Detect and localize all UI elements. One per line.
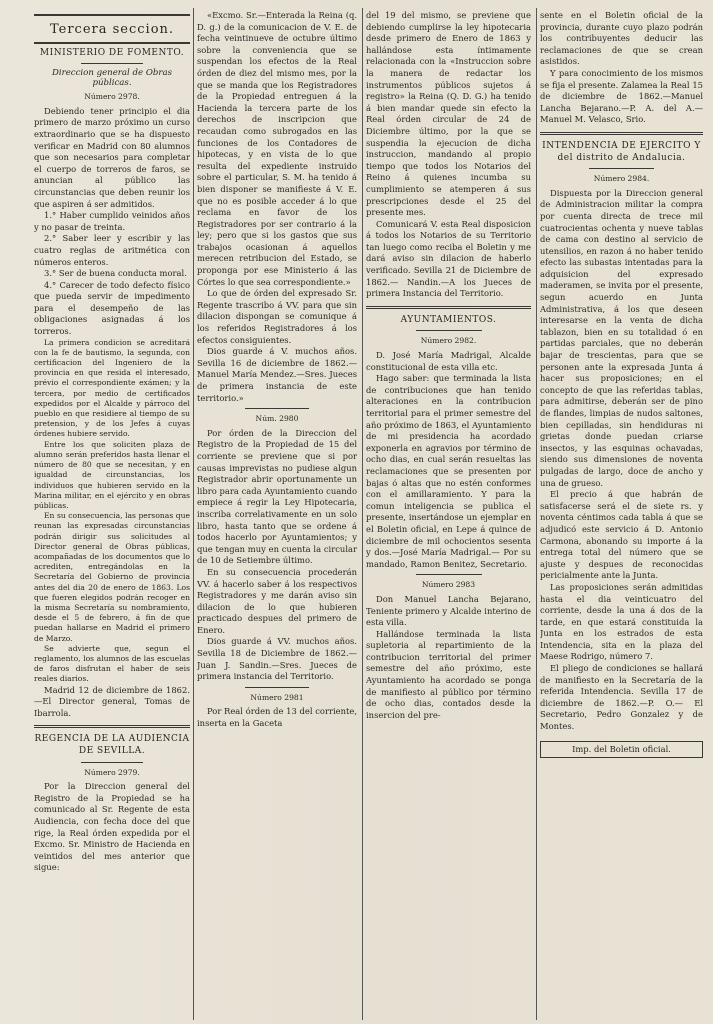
paragraph: D. José María Madrigal, Alcalde constitucional de esta villa etc.: [366, 350, 531, 372]
rule: [81, 63, 143, 64]
rule: [245, 687, 309, 688]
signature: Dios guarde á V. muchos años. Sevilla 16 de diciembre de 1862.—Manuel María Mendez.—Sres. Jueces de primera instancia de este territorio.»: [197, 346, 357, 403]
requirement: 3.° Ser de buena conducta moral.: [44, 268, 187, 279]
paragraph: Hallándose terminada la lista supletoria al repartimiento de la contribucion territorial del primer semestre del año próximo, este Ayuntamiento ha acordado se ponga de manifiesto al público por término de ocho dias, contados desde la insercion del pre-: [366, 628, 531, 720]
rule: [34, 725, 190, 728]
paragraph: Dispuesta por la Direccion general de Administracion militar la compra por cuenta directa de trece mil cuatrocientas ochenta y nueve tablas de cama con destino al servicio de utensilios, en razon á no haber tenido efecto las subastas intentadas para la adquisicion del expresado maderamen, se invita por el presente, segun acuerdo en Junta Administrativa, á los que deseen interesarse en la venta de dicha tablazon, bien en su totalidad ó en partidas parciales, que no deberán bajar de trescientas, para que se personen ante la expresada Junta á hacer sus proposiciones; en el concepto de que las referidas tablas, para admitirse, deberán ser de pino de flandes, limpias de nudos saltones, bien cepilladas, sin hendiduras ni grietas donde puedan criarse insectos, y las esquinas ochavadas, siendo sus dimensiones de noventa pulgadas de largo, doce de ancho y una de grueso.: [540, 187, 703, 488]
paragraph: Por órden de la Direccion del Registro de la Propiedad de 15 del corriente se previene que si por causas imprevistas no pudiese algun Registrador abrir oportunamente un libro para cada Ayuntamiento cuando empiece á regir la Ley Hipotecaria, inscriba correlativamente en un solo libro, hasta tanto que se ordene á todos hacerlo por Ayuntamientos; y que tengan muy en cuenta la circular de 10 de Setiembre último.: [197, 427, 357, 566]
rule: [416, 574, 482, 575]
paragraph: «Excmo. Sr.—Enterada la Reina (q. D. g.) de la comunicacion de V. E. de fecha veintinueve de octubre último sobre la conveniencia que se suspendan los efectos de la Real órden de diez del mismo mes, por la que se manda que los Registradores de la Propiedad entreguen á la Hacienda la tercera parte de los derechos de inscripcion que recaudan como subrogados en las funciones de los Contadores de hipotecas, y en vista de lo que resulta del expediente instruido sobre el particular, S. M. ha tenido á bien disponer se manifieste á V. E. que no es posible acceder á lo que reclama en favor de los Registradores por ser contrario á la ley; pero que si los gastos que sus trabajos ocasionan á aquellos merecen retribucion del Estado, se proponga por ese Ministerio á las Córtes lo que sea correspondiente.»: [197, 10, 357, 287]
ayuntamientos-heading: AYUNTAMIENTOS.: [400, 314, 497, 325]
paragraph: En su consecuencia, las personas que reunan las expresadas circunstancias podrán dirigir sus solicitudes al Director general de Obras públicas, acompañadas de los documentos que lo acrediten, entregándolas en la Secretaría del Gobierno de provincia antes del dia 20 de enero de 1863. Los que fueren elegidos podrán recoger en la misma Secretaría su nombramiento, desde el 5 de febrero, á fin de que puedan hallarse en Madrid el primero de Marzo.: [34, 511, 190, 643]
paragraph: del 19 del mismo, se previene que debiendo cumplirse la ley hipotecaria desde primero de Enero de 1863 y hallándose esta íntimamente relacionada con la «Instruccion sobre la manera de redactar los instrumentos públicos sujetos á registro» la Reina (Q. D. G.) ha tenido á bien mandar quede sin efecto la Real órden circular de 24 de Diciembre último, por la que se suspendia la ejecucion de dicha instruccion, mandando al propio tiempo que todos los Notarios del Reino á quienes incumba su cumplimiento se atemperen á sus prescripciones desde el 25 del presente mes.: [366, 10, 531, 218]
column-divider: [193, 8, 194, 1020]
rule: [34, 42, 190, 44]
paragraph: Hago saber: que terminada la lista de contribuciones que han tenido alteraciones en la contribucion territorial para el primer semestre del año próximo de 1863, el Ayuntamiento de mi presidencia ha acordado exponerla en agravios por término de ocho dias, en cual serán resueltas las reclamaciones que se presenten por bajas ó altas que no estén conformes con el amillaramiento. Y para la comun inteligencia se publica el presente, insertándose un ejemplar en el Boletin oficial, en Lepe á quince de diciembre de mil ochocientos sesenta y dos.—José María Madrigal.— Por su mandado, Ramon Benitez, Secretario.: [366, 373, 531, 569]
paragraph: Lo que de órden del expresado Sr. Regente trascribo á VV. para que sin dilacion dispongan se comunique á los referidos Registradores á los efectos consiguientes.: [197, 288, 357, 345]
direction-subheading: Direccion general de Obras públicas.: [51, 68, 173, 89]
paragraph: Se advierte que, segun el reglamento, los alumnos de las escuelas de faros disfrutan el haber de seis reales diarios.: [34, 643, 190, 684]
signature: El pliego de condiciones se hallará de manifiesto en la Secretaría de la referida Intendencia. Sevilla 17 de diciembre de 1862.—P. O.— El Secretario, Pedro Gonzalez y de Montes.: [540, 663, 703, 732]
requirement: 4.° Carecer de todo defecto físico que pueda servir de impedimento para el desempeño de las obligaciones asignadas á los torreros.: [34, 279, 190, 337]
column-3: [366, 10, 531, 1024]
requirement: 1.° Haber cumplido veinidos años y no pasar de treinta.: [34, 210, 190, 232]
column-1: [34, 10, 190, 1024]
column-2: [197, 10, 357, 1024]
paragraph: Por la Direccion general del Registro de la Propiedad se ha comunicado al Sr. Regente de esta Audiencia, con fecha doce del que rige, la Real órden expedida por el Excmo. Sr. Ministro de Hacienda en veintidos del mes anterior que sigue:: [34, 781, 190, 873]
paragraph: Por Real órden de 13 del corriente, inserta en la Gaceta: [197, 706, 357, 729]
rule: [81, 762, 143, 763]
intendencia-heading: INTENDENCIA DE EJERCITO Y del distrito de Andalucia.: [542, 140, 701, 163]
rule: [589, 168, 654, 169]
section-title: Tercera seccion.: [49, 22, 175, 37]
rule: [540, 132, 703, 135]
rule: [34, 14, 190, 16]
paragraph: sente en el Boletin oficial de la provincia, durante cuyo plazo podrán los contribuyentes deducir las reclamaciones de que se crean asistidos.: [540, 10, 703, 67]
rule: [245, 408, 309, 409]
paragraph: La primera condicion se acreditará con la fe de bautismo, la segunda, con certificacion del Ingeniero de la provincia en que resida el interesado, prévio el correspondiente exámen; y la tercera, por medio de certificados expedidos por el Alcalde y párroco del pueblo en que residiere al tiempo de su pretension, y de los Jefes á cuyas órdenes hubiere servido.: [34, 337, 190, 439]
paragraph: Y para conocimiento de los mismos se fija el presente. Zalamea la Real 15 de diciembre de 1862.—Manuel Lancha Bejarano.—P. A. del A.— Manuel M. Velasco, Srio.: [540, 67, 703, 125]
imprint: Imp. del Boletin oficial.: [540, 741, 703, 759]
paragraph: Debiendo tener principio el dia primero de marzo próximo un curso extraordinario que se ha dispuesto verificar en Madrid con 80 alumnos que son necesarios para completar el cuerpo de torreros de faros, se anuncian al público las circunstancias que deben reunir los que aspiren á ser admitidos.: [34, 105, 190, 209]
paragraph: El precio á que habrán de satisfacerse será el de siete rs. y noventa céntimos cada tabla á que se adjudicó este servicio á D. Antonio Carmona, abonando su importe á la entrega total del número que se ajuste y despues de reconocidas pericialmente ante la Junta.: [540, 489, 703, 581]
paragraph: Comunicará V. esta Real disposicion á todos los Notarios de su Territorio tan luego como reciba el Boletin y me dará aviso sin dilacion de haberlo verificado. Sevilla 21 de Diciembre de 1862.— Nandin.—A los Jueces de primera Instancia del Territorio.: [366, 218, 531, 299]
column-divider: [536, 8, 537, 1020]
ministry-heading: MINISTERIO DE FOMENTO.: [39, 47, 185, 58]
notice-number: Número 2983: [421, 580, 476, 590]
notice-number: Número 2978.: [84, 92, 140, 102]
column-divider: [362, 8, 363, 1020]
rule: [366, 306, 531, 309]
paragraph: Entre los que soliciten plaza de alumno serán preferidos hasta llenar el número de 80 que se necesitan, y en igualdad de circunstancias, los individuos que hubieren servido en la Marina militar, en el ejército y en obras públicas.: [34, 439, 190, 510]
regencia-heading: REGENCIA DE LA AUDIENCIA DE SEVILLA.: [34, 734, 190, 756]
requirement: 2.° Saber leer y escribir y las cuatro reglas de aritmética con números enteros.: [34, 233, 190, 267]
notice-number: Número 2982.: [420, 336, 477, 346]
notice-number: Núm. 2980: [255, 414, 299, 424]
paragraph: En su consecuencia procederán VV. á hacerlo saber á los respectivos Registradores y me darán aviso sin dilacion de lo que hubieren practicado despues del primero de Enero.: [197, 566, 357, 635]
notice-number: Número 2979.: [84, 767, 140, 777]
notice-number: Número 2981: [250, 692, 304, 702]
signature: Dios guarde á VV. muchos años. Sevilla 18 de Diciembre de 1862.—Juan J. Sandin.—Sres. Jueces de primera instancia del Territorio.: [197, 636, 357, 682]
paragraph: Don Manuel Lancha Bejarano, Teniente primero y Alcalde interino de esta villa.: [366, 593, 531, 628]
paragraph: Las proposiciones serán admitidas hasta el dia veinticuatro del corriente, desde la una á dos de la tarde, en que estará constituida la Junta en los estrados de esta Intendencia, sita en la plaza del Maese Rodrigo, número 7.: [540, 581, 703, 662]
notice-number: Número 2984.: [593, 174, 650, 184]
column-4: [540, 10, 703, 1024]
signature: Madrid 12 de diciembre de 1862. —El Director general, Tomas de Ibarrola.: [34, 684, 190, 718]
rule: [416, 330, 482, 331]
